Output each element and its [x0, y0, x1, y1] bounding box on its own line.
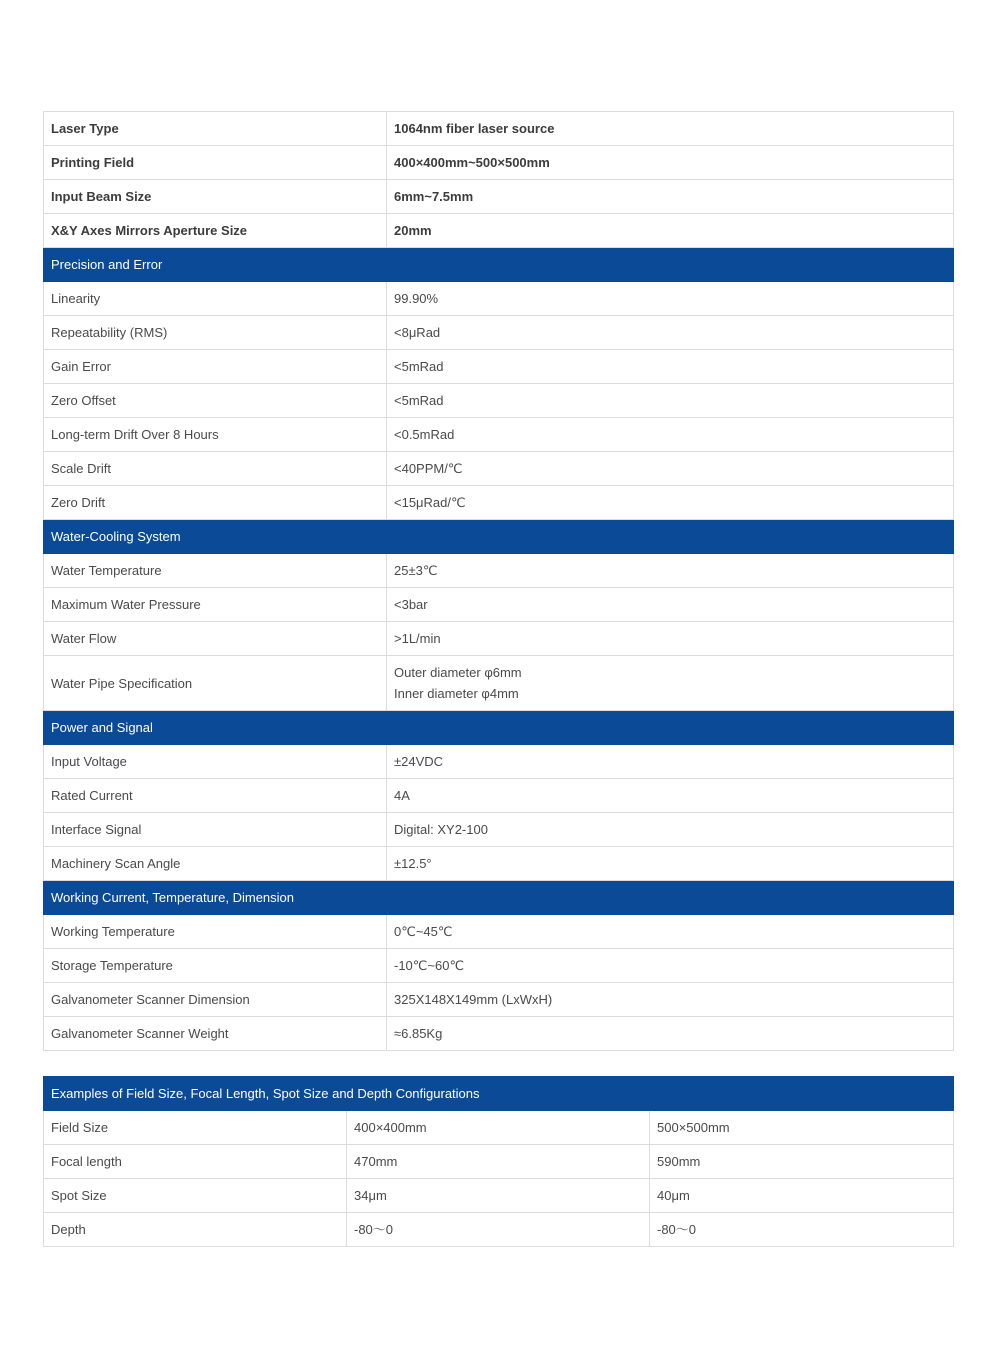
spec-value: <8μRad — [387, 316, 954, 350]
spec-label: Gain Error — [44, 350, 387, 384]
spec-row — [44, 915, 954, 949]
spec-value: ≈6.85Kg — [387, 1017, 954, 1051]
config-value: -80～0 — [347, 1213, 650, 1247]
section-title: Precision and Error — [44, 248, 954, 282]
spec-label: Water Flow — [44, 622, 387, 656]
config-value: 40μm — [650, 1179, 954, 1213]
spec-value: <40PPM/℃ — [387, 452, 954, 486]
spec-value: >1L/min — [387, 622, 954, 656]
spec-value: 6mm~7.5mm — [387, 180, 954, 214]
spec-value: 0℃~45℃ — [387, 915, 954, 949]
section-header-working — [44, 881, 954, 915]
spec-label: Water Pipe Specification — [44, 656, 387, 711]
spec-label: Working Temperature — [44, 915, 387, 949]
spec-value: <5mRad — [387, 350, 954, 384]
spec-value: -10℃~60℃ — [387, 949, 954, 983]
spec-row — [44, 949, 954, 983]
spec-row — [44, 554, 954, 588]
spec-row — [44, 384, 954, 418]
section-title: Power and Signal — [44, 711, 954, 745]
spec-row — [44, 813, 954, 847]
spec-row — [44, 282, 954, 316]
spec-row — [44, 214, 954, 248]
spec-label: Storage Temperature — [44, 949, 387, 983]
spec-row — [44, 622, 954, 656]
spec-value: Digital: XY2-100 — [387, 813, 954, 847]
section-title: Examples of Field Size, Focal Length, Spot Size and Depth Configurations — [44, 1077, 954, 1111]
spec-row — [44, 180, 954, 214]
config-label: Field Size — [44, 1111, 347, 1145]
section-header-power-signal — [44, 711, 954, 745]
config-row — [44, 1179, 954, 1213]
spec-row — [44, 486, 954, 520]
config-row — [44, 1213, 954, 1247]
config-value: -80～0 — [650, 1213, 954, 1247]
spec-value: <15μRad/℃ — [387, 486, 954, 520]
config-value: 470mm — [347, 1145, 650, 1179]
spec-row — [44, 418, 954, 452]
config-label: Focal length — [44, 1145, 347, 1179]
specification-table — [43, 111, 954, 1051]
spec-label: Galvanometer Scanner Weight — [44, 1017, 387, 1051]
spec-value: 4A — [387, 779, 954, 813]
section-title: Water-Cooling System — [44, 520, 954, 554]
spec-value: 20mm — [387, 214, 954, 248]
spec-label: Water Temperature — [44, 554, 387, 588]
spec-label: Scale Drift — [44, 452, 387, 486]
spec-label: Input Beam Size — [44, 180, 387, 214]
spec-label: Linearity — [44, 282, 387, 316]
spec-row — [44, 316, 954, 350]
spec-label: Zero Offset — [44, 384, 387, 418]
spec-label: Printing Field — [44, 146, 387, 180]
spec-row — [44, 656, 954, 711]
spec-value: 1064nm fiber laser source — [387, 112, 954, 146]
section-header-configurations — [44, 1077, 954, 1111]
spec-row — [44, 146, 954, 180]
config-row — [44, 1111, 954, 1145]
spec-label: Zero Drift — [44, 486, 387, 520]
spec-label: Rated Current — [44, 779, 387, 813]
spec-label: Repeatability (RMS) — [44, 316, 387, 350]
spec-label: X&Y Axes Mirrors Aperture Size — [44, 214, 387, 248]
spec-label: Galvanometer Scanner Dimension — [44, 983, 387, 1017]
config-value: 400×400mm — [347, 1111, 650, 1145]
spec-value-line: Outer diameter φ6mm — [394, 665, 522, 680]
config-row — [44, 1145, 954, 1179]
spec-label: Machinery Scan Angle — [44, 847, 387, 881]
spec-label: Input Voltage — [44, 745, 387, 779]
spec-row — [44, 452, 954, 486]
spec-row — [44, 1017, 954, 1051]
config-value: 500×500mm — [650, 1111, 954, 1145]
configuration-table — [43, 1076, 954, 1247]
spec-label: Laser Type — [44, 112, 387, 146]
spec-value: <5mRad — [387, 384, 954, 418]
section-title: Working Current, Temperature, Dimension — [44, 881, 954, 915]
spec-row — [44, 112, 954, 146]
config-label: Depth — [44, 1213, 347, 1247]
spec-label: Interface Signal — [44, 813, 387, 847]
spec-value: 325X148X149mm (LxWxH) — [387, 983, 954, 1017]
section-header-water-cooling — [44, 520, 954, 554]
spec-row — [44, 779, 954, 813]
section-header-precision — [44, 248, 954, 282]
spec-value: ±24VDC — [387, 745, 954, 779]
spec-row — [44, 588, 954, 622]
spec-label: Long-term Drift Over 8 Hours — [44, 418, 387, 452]
spec-value: ±12.5° — [387, 847, 954, 881]
config-label: Spot Size — [44, 1179, 347, 1213]
spec-value-line: Inner diameter φ4mm — [394, 686, 519, 701]
spec-value: <0.5mRad — [387, 418, 954, 452]
spec-value: 400×400mm~500×500mm — [387, 146, 954, 180]
spec-row — [44, 350, 954, 384]
spec-value: <3bar — [387, 588, 954, 622]
spec-row — [44, 745, 954, 779]
spec-row — [44, 983, 954, 1017]
spec-value: 99.90% — [387, 282, 954, 316]
config-value: 34μm — [347, 1179, 650, 1213]
config-value: 590mm — [650, 1145, 954, 1179]
spec-label: Maximum Water Pressure — [44, 588, 387, 622]
spec-value: 25±3℃ — [387, 554, 954, 588]
spec-row — [44, 847, 954, 881]
spec-value — [387, 656, 954, 711]
